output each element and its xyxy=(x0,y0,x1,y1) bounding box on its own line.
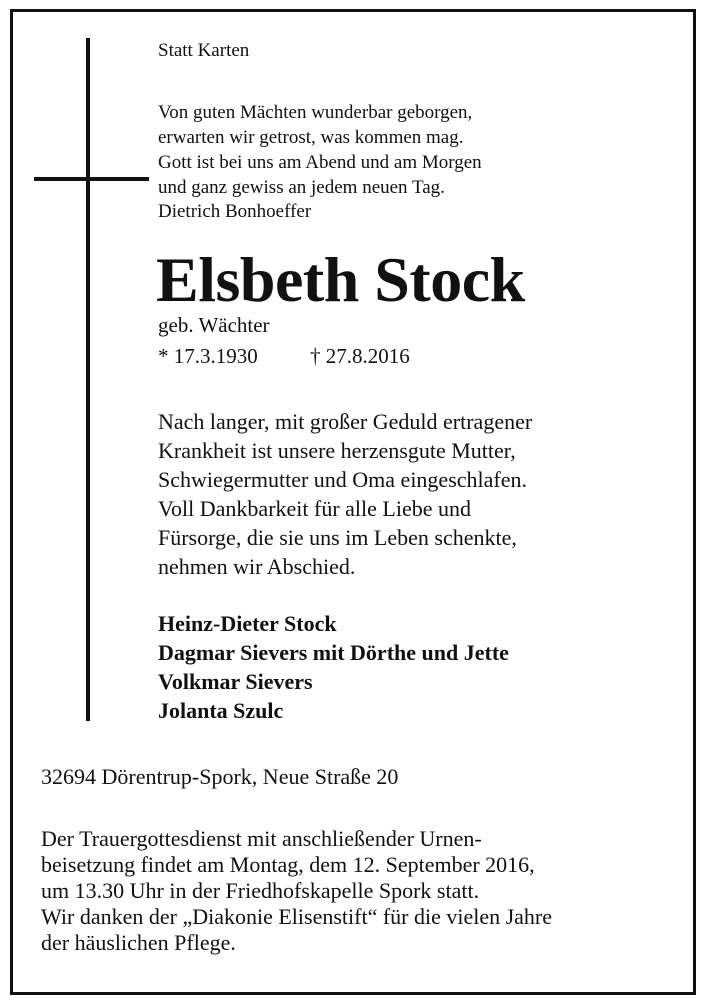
service-line: um 13.30 Uhr in der Friedhofskapelle Spork statt. xyxy=(41,878,480,903)
family-member: Jolanta Szulc xyxy=(158,698,284,723)
service-line: der häuslichen Pflege. xyxy=(41,930,236,955)
family-list xyxy=(158,609,509,725)
service-line: beisetzung findet am Montag, dem 12. September 2016, xyxy=(41,852,535,877)
notice-header: Statt Karten xyxy=(158,40,250,61)
birth-name: geb. Wächter xyxy=(158,313,270,337)
poem xyxy=(158,100,482,200)
deceased-name: Elsbeth Stock xyxy=(156,244,525,315)
death-date: † 27.8.2016 xyxy=(310,344,410,368)
family-member: Volkmar Sievers xyxy=(158,669,313,694)
service-line: Der Trauergottesdienst mit anschließender Urnen- xyxy=(41,826,482,851)
address: 32694 Dörentrup-Spork, Neue Straße 20 xyxy=(41,764,399,789)
poem-line: Von guten Mächten wunderbar geborgen, xyxy=(158,102,473,123)
poem-line: und ganz gewiss an jedem neuen Tag. xyxy=(158,177,445,198)
message-line: Nach langer, mit großer Geduld ertragener xyxy=(158,409,533,434)
birth-date: * 17.3.1930 xyxy=(158,344,258,368)
service-info xyxy=(41,826,552,956)
message-line: Krankheit ist unsere herzensgute Mutter, xyxy=(158,438,516,463)
message-line: Fürsorge, die sie uns im Leben schenkte, xyxy=(158,525,517,550)
family-member: Heinz-Dieter Stock xyxy=(158,611,337,636)
poem-line: Gott ist bei uns am Abend und am Morgen xyxy=(158,152,482,173)
message-line: nehmen wir Abschied. xyxy=(158,554,356,579)
message-line: Schwiegermutter und Oma eingeschlafen. xyxy=(158,467,527,492)
poem-author: Dietrich Bonhoeffer xyxy=(158,201,312,222)
service-line: Wir danken der „Diakonie Elisenstift“ für die vielen Jahre xyxy=(41,904,553,929)
mourning-message xyxy=(158,407,532,581)
family-member: Dagmar Sievers mit Dörthe und Jette xyxy=(158,640,509,665)
cross-icon-bar xyxy=(34,177,149,181)
message-line: Voll Dankbarkeit für alle Liebe und xyxy=(158,496,471,521)
cross-icon xyxy=(86,38,90,721)
poem-line: erwarten wir getrost, was kommen mag. xyxy=(158,127,464,148)
life-dates xyxy=(158,342,410,370)
